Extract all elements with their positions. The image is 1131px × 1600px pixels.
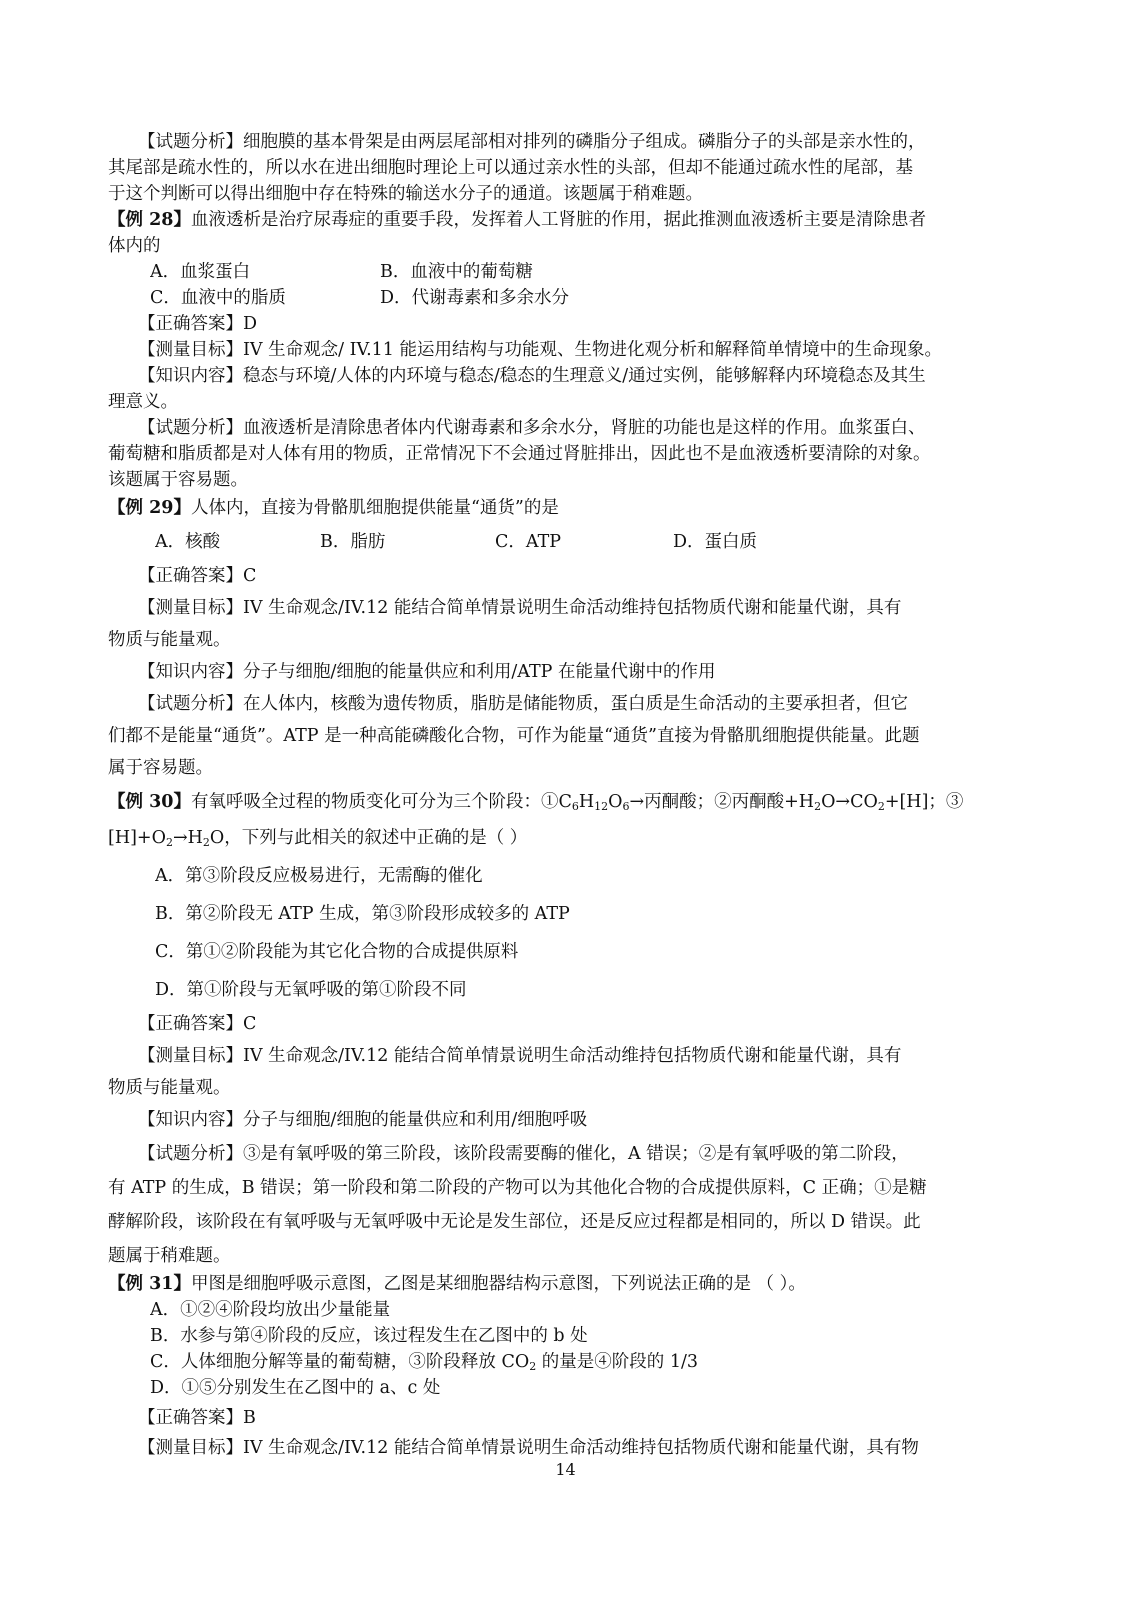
question-30-stem: 【例 30】有氧呼吸全过程的物质变化可分为三个阶段：$①C_6H_{12}O_6\to$丙酮酸；②丙酮酸$+H_2O\to CO_2+[H]$；③	[108, 792, 964, 813]
text-line: 于这个判断可以得出细胞中存在特殊的输送水分子的通道。该题属于稍难题。	[108, 184, 703, 204]
knowledge-line: 【知识内容】分子与细胞/细胞的能量供应和利用/ATP 在能量代谢中的作用	[138, 662, 716, 682]
subscript: 6	[571, 800, 579, 813]
question-text: →丙酮酸；②丙酮酸+H	[629, 792, 815, 812]
option-d: D．①⑤分别发生在乙图中的 a、c 处	[150, 1378, 441, 1398]
text-line: 其尾部是疏水性的，所以水在进出细胞时理论上可以通过亲水性的头部，但却不能通过疏水性的尾部，基	[108, 158, 913, 178]
text-line: 该题属于容易题。	[108, 470, 248, 490]
option-c: C．血液中的脂质	[150, 288, 286, 308]
option-text: 的量是④阶段的 1/3	[536, 1352, 698, 1372]
subscript: 2	[814, 800, 822, 813]
option-d: D．蛋白质	[673, 532, 758, 552]
goal-line: 【测量目标】IV 生命观念/ IV.11 能运用结构与功能观、生物进化观分析和解释简单情境中的生命现象。	[138, 340, 942, 360]
options-row	[150, 260, 1023, 284]
text-line: 理意义。	[108, 392, 178, 412]
option-d: D．代谢毒素和多余水分	[380, 288, 570, 308]
option-b: B．水参与第④阶段的反应，该过程发生在乙图中的 b 处	[150, 1326, 588, 1346]
question-text: 血液透析是治疗尿毒症的重要手段，发挥着人工肾脏的作用，据此推测血液透析主要是清除患者	[190, 210, 926, 230]
text-line: 【试题分析】细胞膜的基本骨架是由两层尾部相对排列的磷脂分子组成。磷脂分子的头部是亲水性的，	[138, 132, 926, 152]
answer-line: 【正确答案】D	[138, 314, 258, 334]
text-line: 体内的	[108, 236, 161, 256]
question-text: O→CO	[821, 792, 878, 812]
option-a: A．①②④阶段均放出少量能量	[150, 1300, 391, 1320]
question-text: 有氧呼吸全过程的物质变化可分为三个阶段：①C	[190, 792, 572, 812]
text-line: 物质与能量观。	[108, 1078, 231, 1098]
question-29-stem	[108, 496, 1023, 520]
option-b: B．脂肪	[320, 532, 386, 552]
question-31-stem	[108, 1272, 1023, 1296]
option-d: D．第①阶段与无氧呼吸的第①阶段不同	[155, 980, 467, 1000]
question-tag: 【例 29】	[108, 498, 191, 518]
answer-line: 【正确答案】B	[138, 1408, 256, 1428]
text-line: 有 ATP 的生成，B 错误；第一阶段和第二阶段的产物可以为其他化合物的合成提供原料，C 正确；①是糖	[108, 1178, 927, 1198]
knowledge-line: 【知识内容】分子与细胞/细胞的能量供应和利用/细胞呼吸	[138, 1110, 588, 1130]
analysis-line: 【试题分析】③是有氧呼吸的第三阶段，该阶段需要酶的催化，A 错误；②是有氧呼吸的第二阶段，	[138, 1144, 909, 1164]
goal-line: 【测量目标】IV 生命观念/IV.12 能结合简单情景说明生命活动维持包括物质代谢和能量代谢，具有物	[138, 1438, 919, 1458]
option-text: C．人体细胞分解等量的葡萄糖，③阶段释放 CO	[150, 1352, 530, 1372]
question-text: 甲图是细胞呼吸示意图，乙图是某细胞器结构示意图，下列说法正确的是 （ ）。	[190, 1274, 806, 1294]
subscript: 2	[529, 1360, 537, 1373]
option-a: A．核酸	[155, 532, 221, 552]
answer-line: 【正确答案】C	[138, 1014, 257, 1034]
option-a: A．第③阶段反应极易进行，无需酶的催化	[155, 866, 483, 886]
goal-line: 【测量目标】IV 生命观念/IV.12 能结合简单情景说明生命活动维持包括物质代谢和能量代谢，具有	[138, 1046, 902, 1066]
option-c	[150, 1350, 1023, 1374]
analysis-line: 【试题分析】在人体内，核酸为遗传物质，脂肪是储能物质，蛋白质是生命活动的主要承担者，但它	[138, 694, 908, 714]
knowledge-line: 【知识内容】稳态与环境/人体的内环境与稳态/稳态的生理意义/通过实例，能够解释内环境稳态及其生	[138, 366, 926, 386]
subscript: 6	[622, 800, 630, 813]
subscript: 2	[165, 836, 173, 849]
question-tag: 【例 30】	[108, 792, 191, 812]
question-28-stem	[108, 208, 1023, 232]
text-line: 葡萄糖和脂质都是对人体有用的物质，正常情况下不会通过肾脏排出，因此也不是血液透析要清除的对象。	[108, 444, 931, 464]
answer-line: 【正确答案】C	[138, 566, 257, 586]
option-b: B．第②阶段无 ATP 生成，第③阶段形成较多的 ATP	[155, 904, 570, 924]
text-line	[108, 826, 1023, 850]
question-tag: 【例 28】	[108, 210, 191, 230]
question-text: O，下列与此相关的叙述中正确的是（ ）	[209, 828, 528, 848]
question-tag: 【例 31】	[108, 1274, 191, 1294]
page-number: 14	[555, 1460, 576, 1479]
text-line: 们都不是能量“通货”。ATP 是一种高能磷酸化合物，可作为能量“通货”直接为骨骼肌细胞提供能量。此题	[108, 726, 920, 746]
text-line: 题属于稍难题。	[108, 1246, 231, 1266]
text-line: 属于容易题。	[108, 758, 213, 778]
question-text: →H	[172, 828, 203, 848]
question-text: +[H]；③	[884, 792, 964, 812]
subscript: 2	[202, 836, 210, 849]
text-line: 酵解阶段，该阶段在有氧呼吸与无氧呼吸中无论是发生部位，还是反应过程都是相同的，所以 D 错误。此	[108, 1212, 921, 1232]
option-c: C．ATP	[495, 532, 562, 552]
question-text: 人体内，直接为骨骼肌细胞提供能量“通货”的是	[190, 498, 559, 518]
options-row	[150, 286, 1023, 310]
text-line: 物质与能量观。	[108, 630, 231, 650]
options-row	[155, 530, 1023, 554]
goal-line: 【测量目标】IV 生命观念/IV.12 能结合简单情景说明生命活动维持包括物质代谢和能量代谢，具有	[138, 598, 902, 618]
option-b: B．血液中的葡萄糖	[380, 262, 533, 282]
subscript: 2	[877, 800, 885, 813]
subscript: 12	[594, 800, 609, 813]
option-c: C．第①②阶段能为其它化合物的合成提供原料	[155, 942, 519, 962]
option-a: A．血浆蛋白	[150, 262, 251, 282]
question-text: [H]+O	[108, 828, 166, 848]
analysis-line: 【试题分析】血液透析是清除患者体内代谢毒素和多余水分，肾脏的功能也是这样的作用。血浆蛋白、	[138, 418, 926, 438]
